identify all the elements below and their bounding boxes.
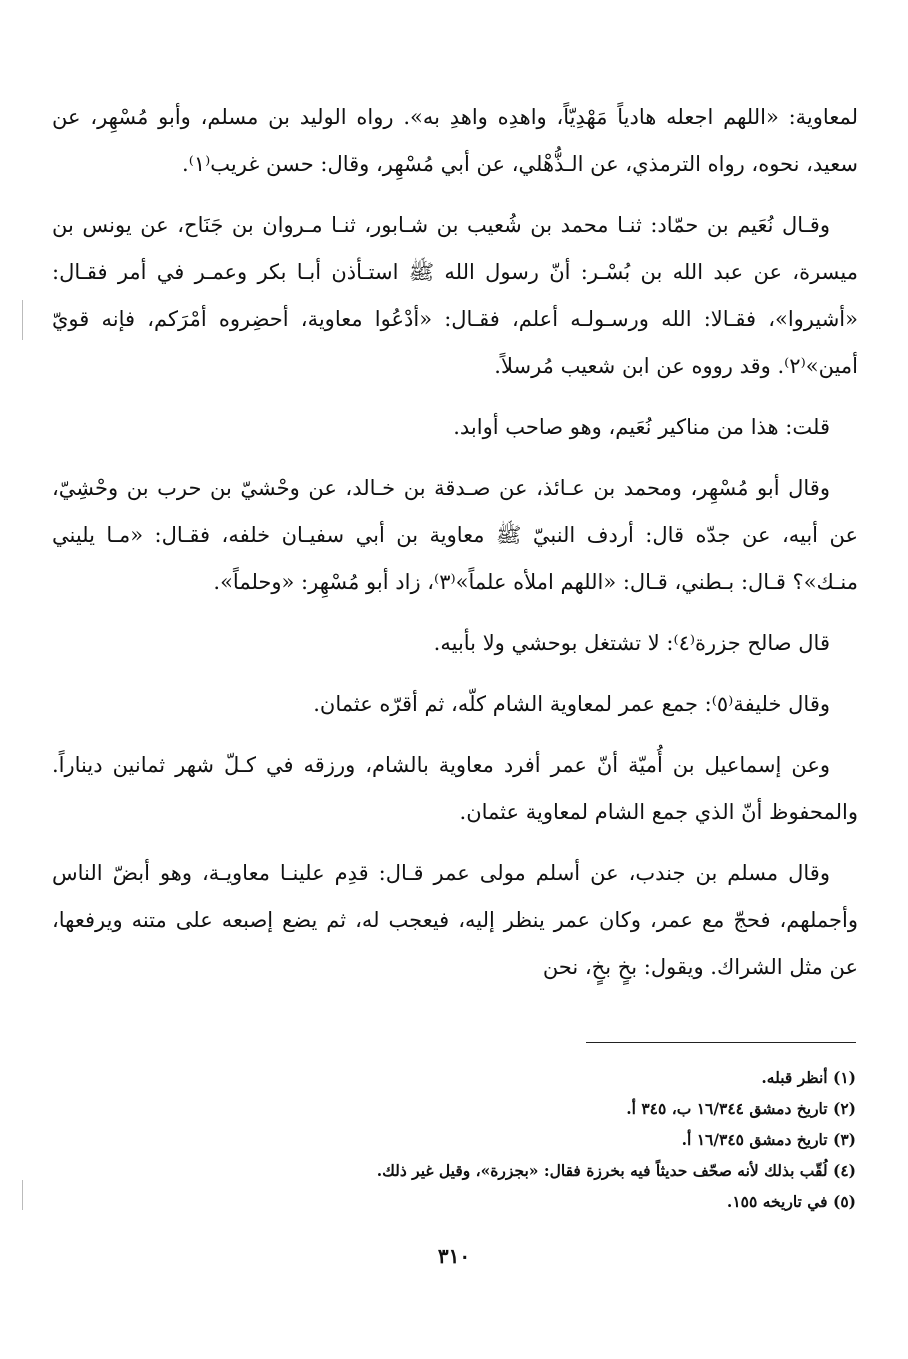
main-text (52, 94, 858, 1005)
scan-edge-mark (22, 300, 23, 340)
paragraph-5: قال صالح جزرة⁽٤⁾: لا تشتغل بوحشي ولا بأبيه. (433, 631, 830, 655)
scan-edge-mark (22, 1180, 23, 1210)
paragraph-4: وقال أبو مُسْهِر، ومحمد بن عـائذ، عن صـدقة بن خـالد، عن وحْشيّ بن حرب بن وحْشِيّ، عن أبيه، عن جدّه قال: أردف النبيّ ﷺ معاوية بن أبي سفيـان خلفه، فقـال: «مـا يليني منـك»؟ قـال: بـطني، قـال: «اللهم املأه علماً»⁽٣⁾، زاد أبو مُسْهِر: «وحلماً». (52, 476, 858, 594)
footnote-1: (١) أنظر قبله. (761, 1068, 856, 1087)
paragraph-2: وقـال نُعَيم بن حمّاد: ثنـا محمد بن شُعيب بن شـابور، ثنـا مـروان بن جَنَاح، عن يونس بن ميسرة، عن عبد الله بن بُسْـر: أنّ رسول الله ﷺ استـأذن أبـا بكر وعمـر في أمر فقـال: «أشيروا»، فقـالا: الله ورسـولـه أعلم، فقـال: «أدْعُوا معاوية، أحضِروه أمْرَكم، فإنه قويّ أمين»⁽٢⁾. وقد رووه عن ابن شعيب مُرسلاً. (52, 213, 858, 378)
footnote-5: (٥) في تاريخه ١٥٥. (726, 1192, 856, 1211)
footnote-3: (٣) تاريخ دمشق ١٦/٣٤٥ أ. (681, 1130, 856, 1149)
footnote-4: (٤) لُقّب بذلك لأنه صحّف حديثاً فيه بخرزة فقال: «بجزرة»، وقيل غير ذلك. (376, 1161, 856, 1180)
paragraph-1: لمعاوية: «اللهم اجعله هادياً مَهْدِيّاً، واهدِه واهدِ به». رواه الوليد بن مسلم، وأبو مُسْهِر، عن سعيد، نحوه، رواه الترمذي، عن الـذُّهْلي، عن أبي مُسْهِر، وقال: حسن غريب⁽١⁾. (52, 105, 858, 176)
footnote-divider (586, 1042, 856, 1043)
page-number: ٣١٠ (437, 1244, 471, 1268)
paragraph-7: وعن إسماعيل بن أُميّة أنّ عمر أفرد معاوية بالشام، ورزقه في كـلّ شهر ثمانين ديناراً. والمحفوظ أنّ الذي جمع الشام لمعاوية عثمان. (52, 753, 858, 824)
paragraph-8: وقال مسلم بن جندب، عن أسلم مولى عمر قـال: قدِم علينـا معاويـة، وهو أبضّ الناس وأجملهم، فحجّ مع عمر، وكان عمر ينظر إليه، فيعجب له، ثم يضع إصبعه على متنه ويرفعها، عن مثل الشراك. ويقول: بخٍ بخٍ، نحن (52, 861, 858, 979)
footnotes (50, 1062, 856, 1217)
paragraph-6: وقال خليفة⁽٥⁾: جمع عمر لمعاوية الشام كلّه، ثم أقرّه عثمان. (313, 692, 830, 716)
footnote-2: (٢) تاريخ دمشق ١٦/٣٤٤ ب، ٣٤٥ أ. (626, 1099, 856, 1118)
paragraph-3: قلت: هذا من مناكير نُعَيم، وهو صاحب أوابد. (453, 415, 830, 439)
